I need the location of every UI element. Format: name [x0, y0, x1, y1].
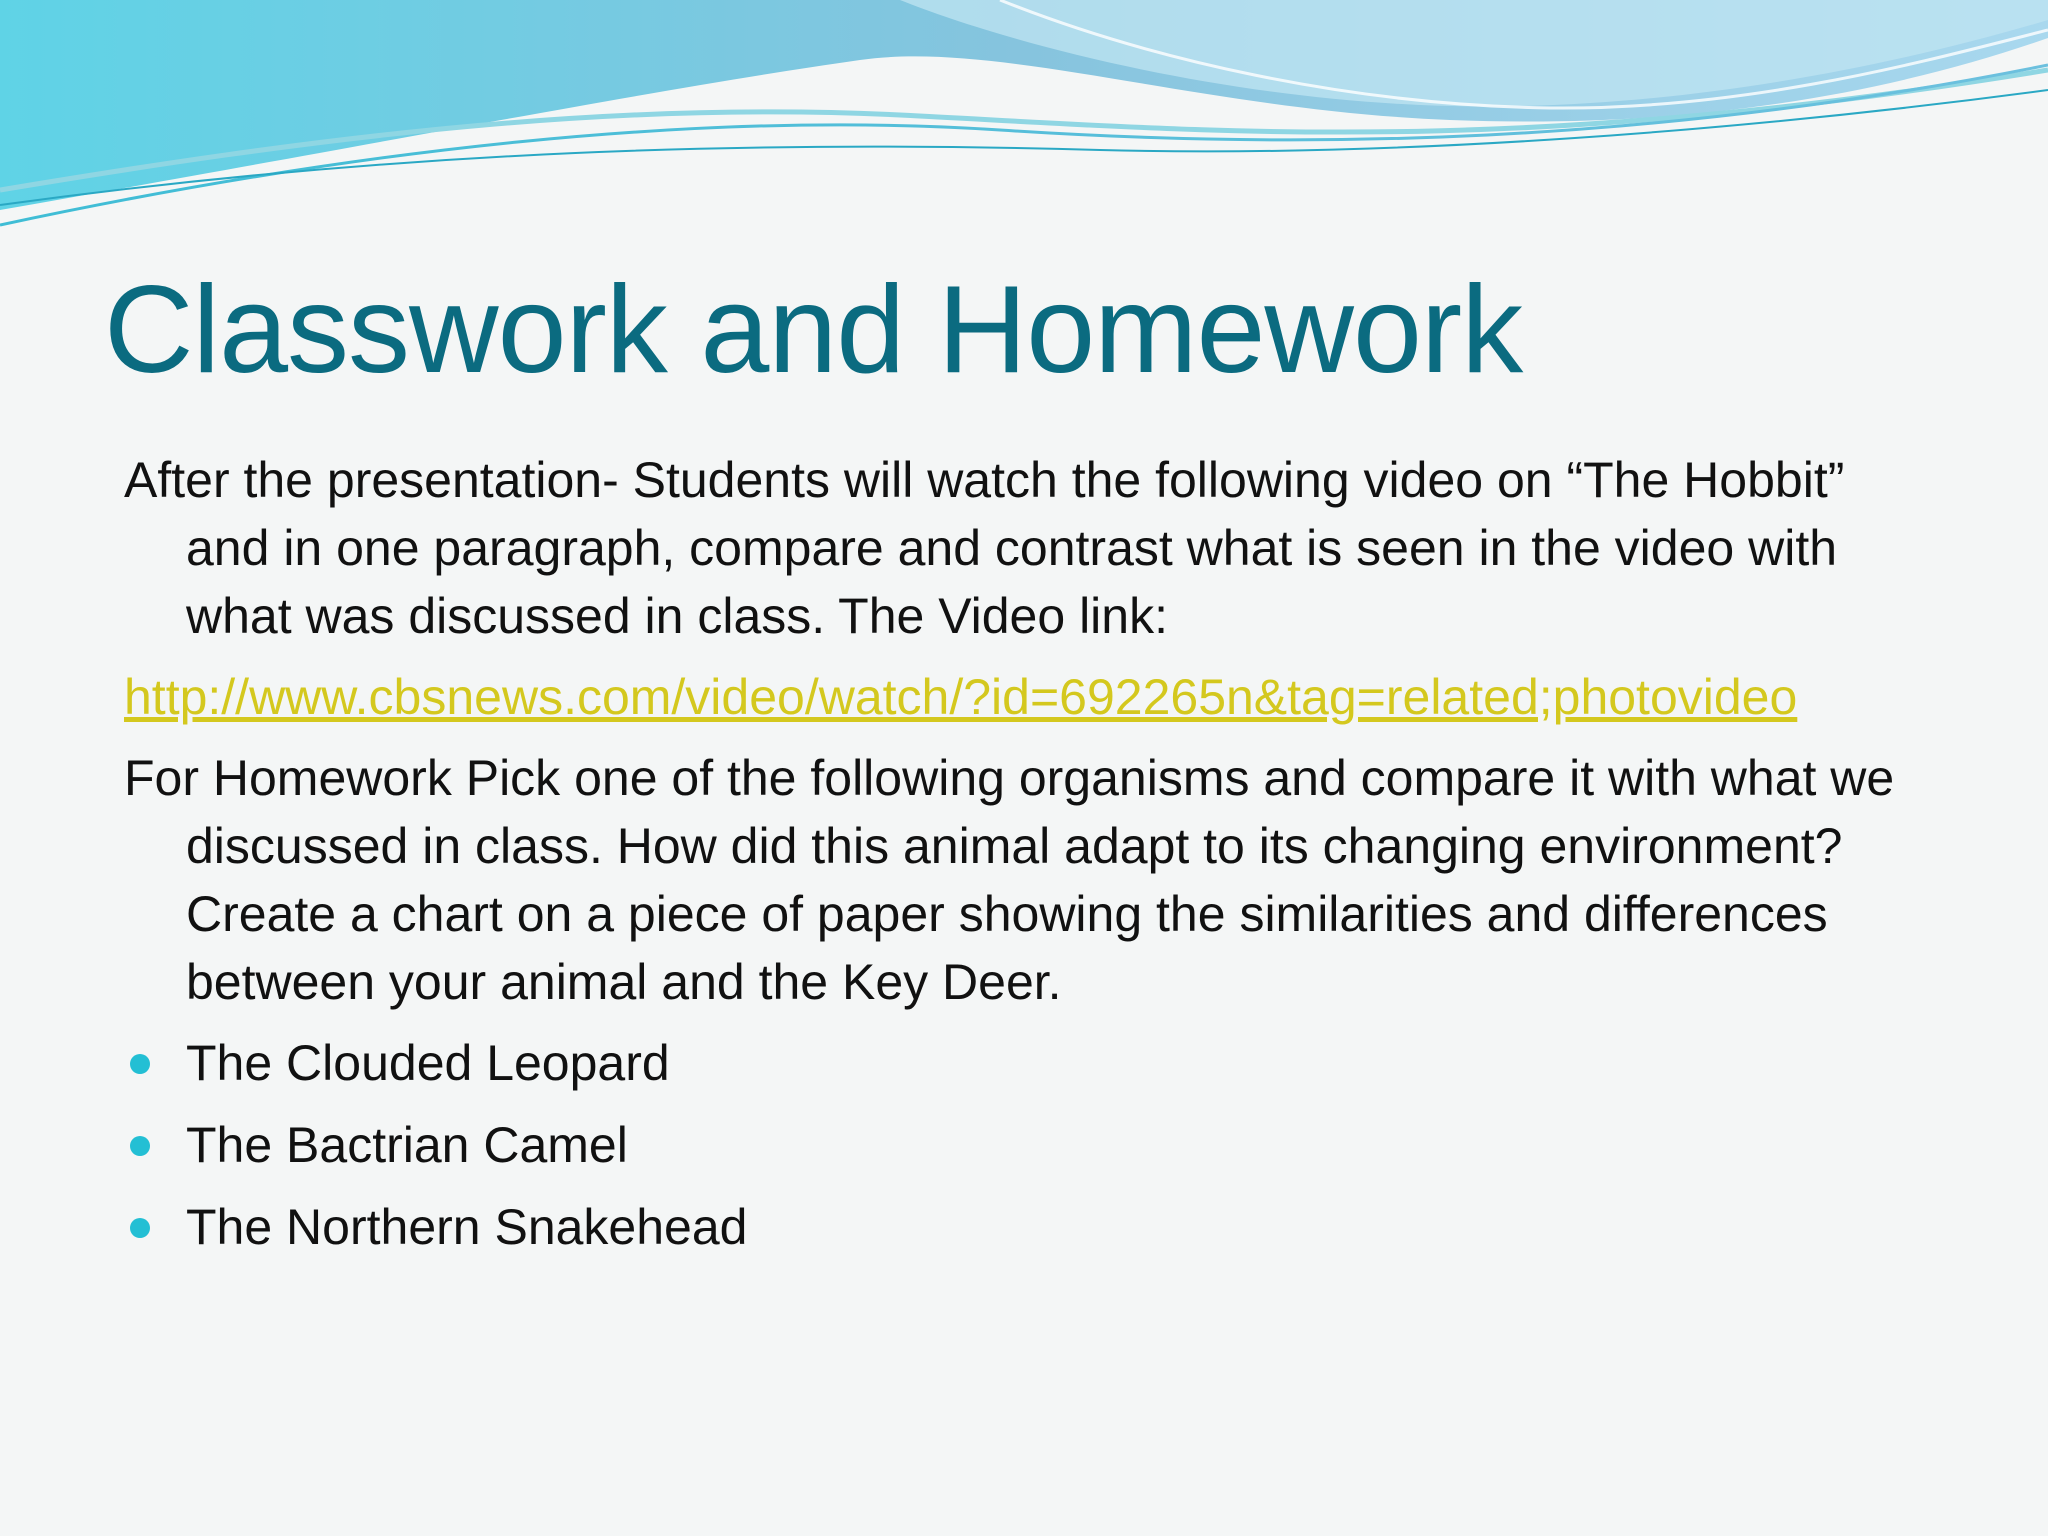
video-link-paragraph	[124, 663, 1924, 731]
organism-label: The Northern Snakehead	[186, 1199, 748, 1255]
classwork-paragraph: After the presentation- Students will watch the following video on “The Hobbit” and in one paragraph, compare and contrast what is seen in the video with what was discussed in class. The Video link:	[124, 452, 1845, 644]
bullet-icon	[130, 1218, 150, 1238]
organism-list	[124, 1029, 1924, 1261]
slide-title: Classwork and Homework	[104, 261, 1523, 399]
list-item	[124, 1193, 1924, 1261]
slide-body	[124, 446, 1924, 1275]
organism-label: The Clouded Leopard	[186, 1035, 670, 1091]
list-item	[124, 1029, 1924, 1097]
video-link[interactable]: http://www.cbsnews.com/video/watch/?id=692265n&tag=related;photovideo	[124, 669, 1798, 725]
organism-label: The Bactrian Camel	[186, 1117, 628, 1173]
list-item	[124, 1111, 1924, 1179]
bullet-icon	[130, 1136, 150, 1156]
header-wave-decoration	[0, 0, 2048, 240]
bullet-icon	[130, 1054, 150, 1074]
homework-paragraph: For Homework Pick one of the following organisms and compare it with what we discussed in class. How did this animal adapt to its changing environment? Create a chart on a piece of paper showing the similarities and differences between your animal and the Key Deer.	[124, 750, 1895, 1010]
